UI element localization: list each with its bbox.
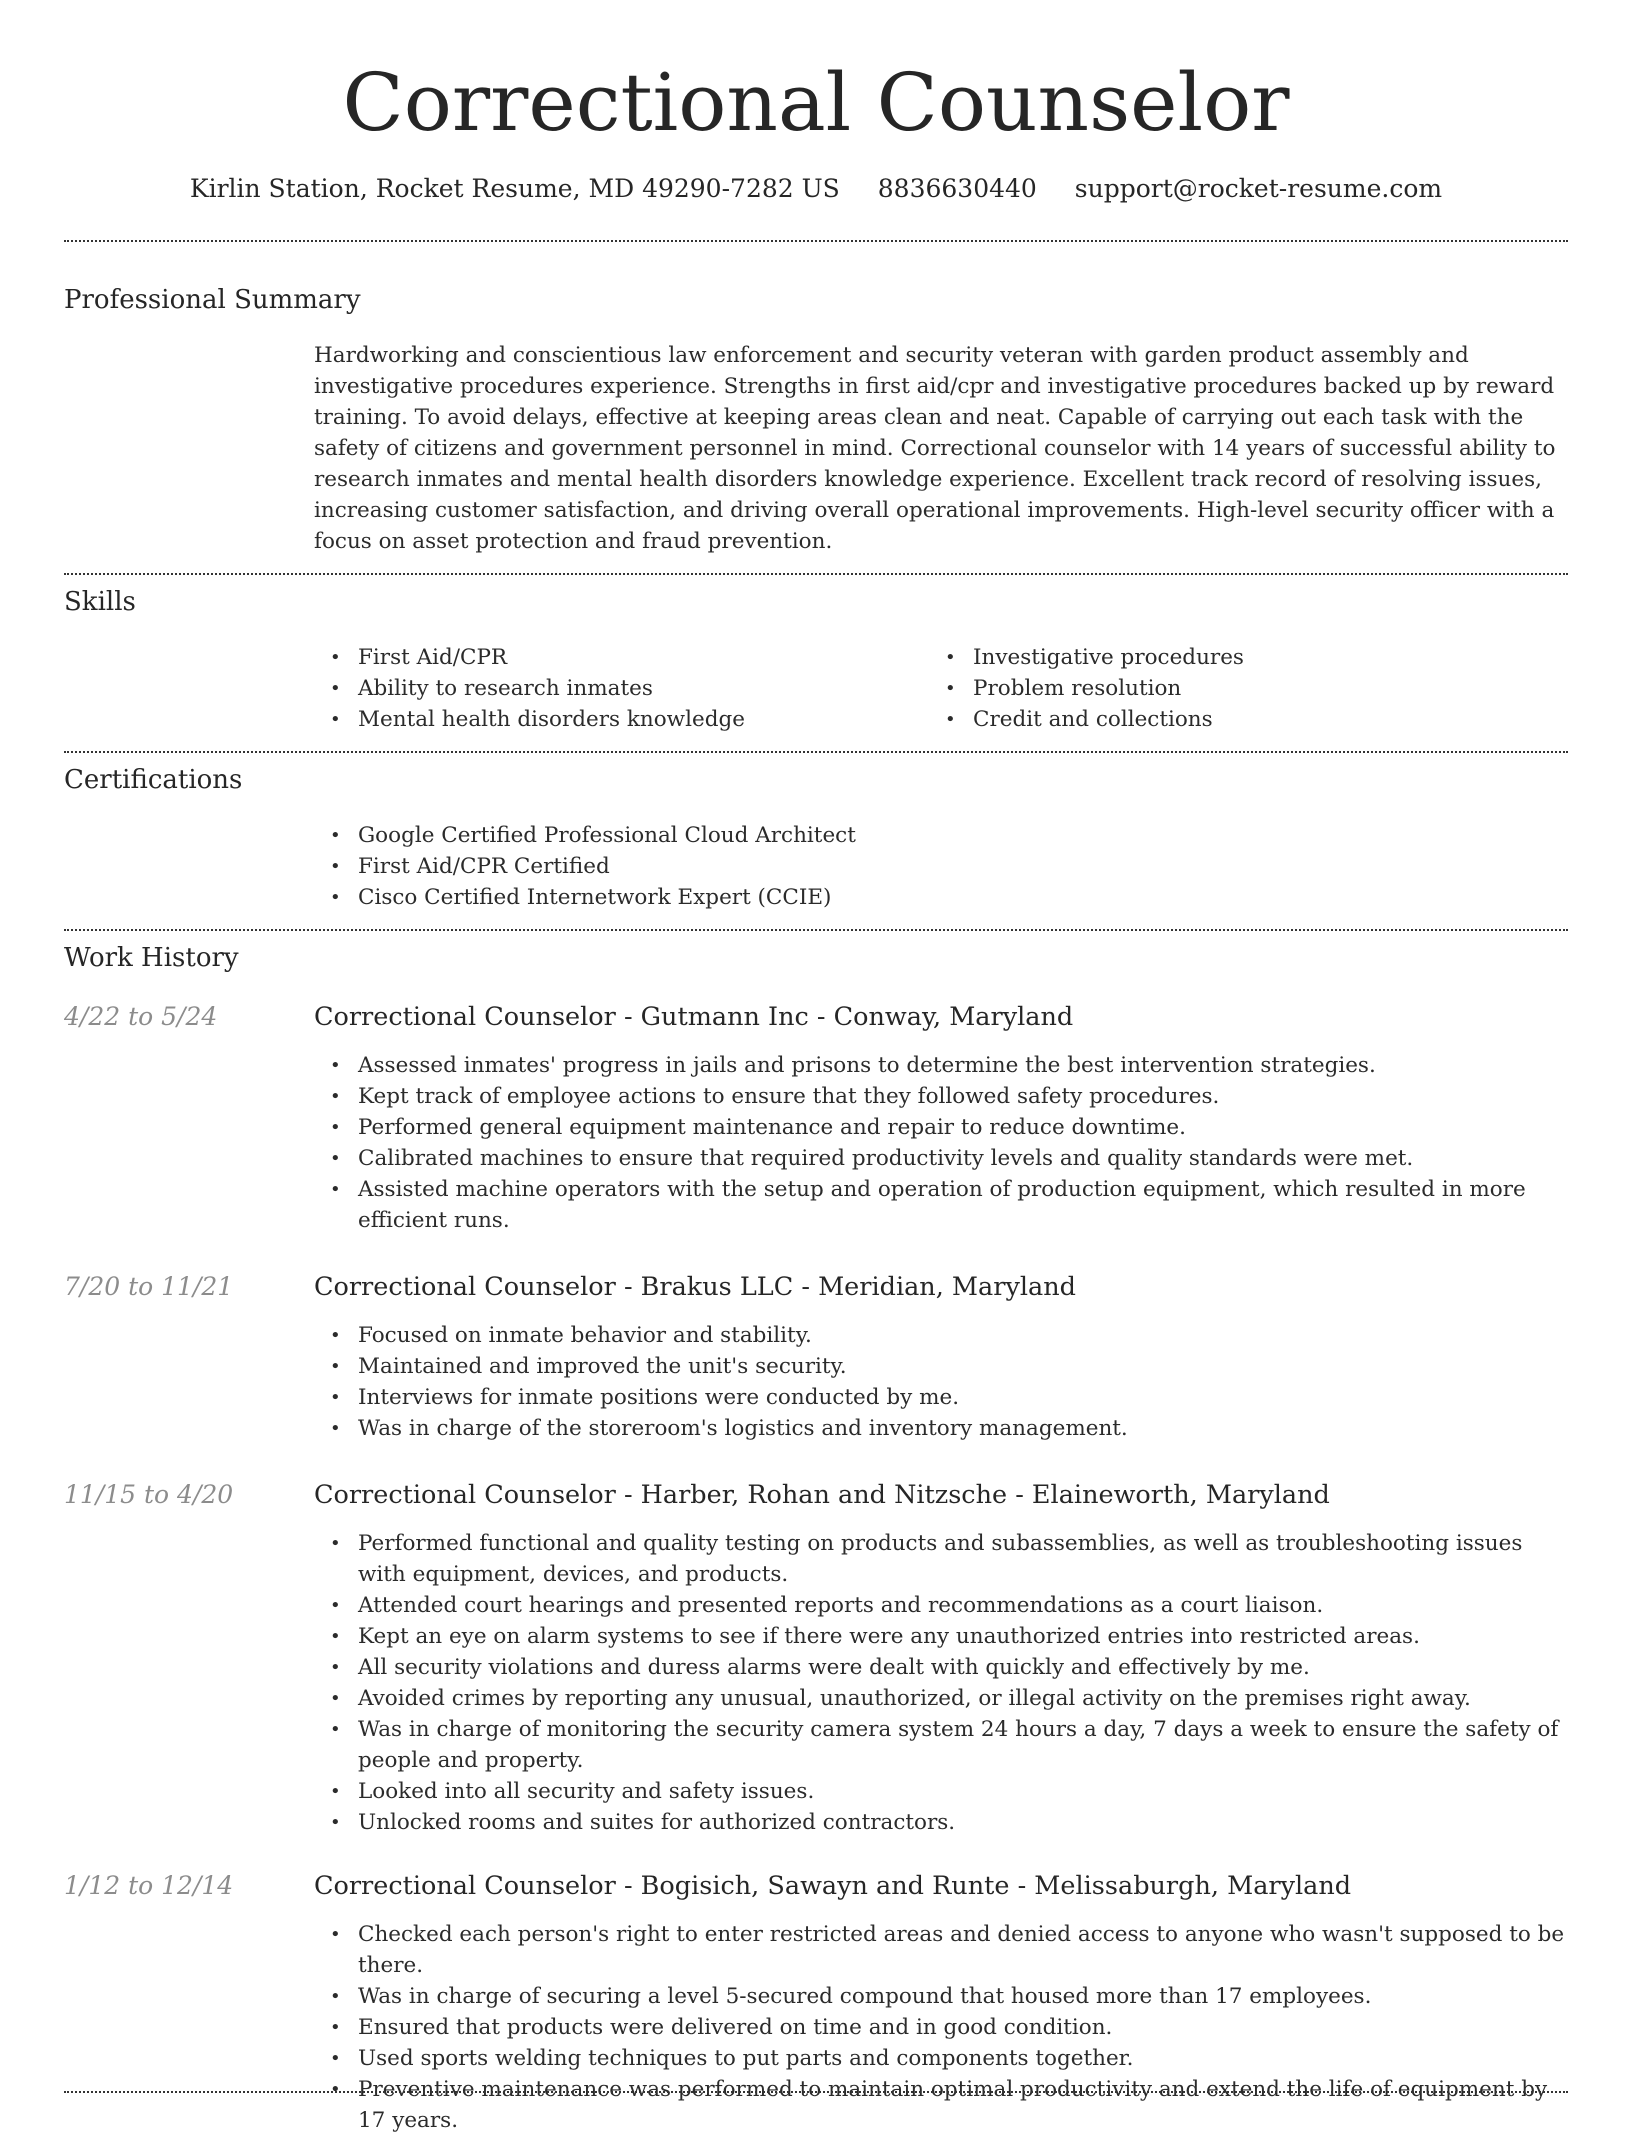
job-bullet: • Maintained and improved the unit's security.: [314, 1351, 1568, 1382]
skill-item: • First Aid/CPR: [314, 642, 914, 673]
job-title: Correctional Counselor - Brakus LLC - Meridian, Maryland: [314, 1272, 1076, 1302]
divider: [64, 573, 1568, 575]
job-bullet: • Avoided crimes by reporting any unusual, unauthorized, or illegal activity on the premises right away.: [314, 1683, 1568, 1714]
skill-item: • Ability to research inmates: [314, 673, 914, 704]
job-bullets: [314, 1320, 1568, 1444]
job-bullet: • Used sports welding techniques to put parts and components together.: [314, 2043, 1568, 2074]
skill-item: • Credit and collections: [929, 704, 1529, 735]
resume-title: Correctional Counselor: [342, 56, 1290, 149]
skill-item: • Investigative procedures: [929, 642, 1529, 673]
job-bullet: • Performed functional and quality testing on products and subassemblies, as well as troubleshooting issues with equipment, devices, and products.: [314, 1528, 1568, 1590]
skills-heading: Skills: [64, 587, 136, 617]
job-dates: 11/15 to 4/20: [64, 1480, 234, 1509]
summary-heading: Professional Summary: [64, 285, 361, 315]
job-bullet: • All security violations and duress alarms were dealt with quickly and effectively by me.: [314, 1652, 1568, 1683]
job-bullets: [314, 1528, 1568, 1838]
certifications-heading: Certifications: [64, 765, 243, 795]
job-bullet: • Unlocked rooms and suites for authorized contractors.: [314, 1807, 1568, 1838]
skills-right-column: [929, 642, 1529, 735]
job-bullet: • Looked into all security and safety issues.: [314, 1776, 1568, 1807]
job-bullets: [314, 1050, 1568, 1236]
job-bullet: • Assessed inmates' progress in jails and prisons to determine the best intervention strategies.: [314, 1050, 1568, 1081]
job-dates: 1/12 to 12/14: [64, 1871, 234, 1900]
job-bullet: • Performed general equipment maintenance and repair to reduce downtime.: [314, 1112, 1568, 1143]
job-bullet: • Kept track of employee actions to ensure that they followed safety procedures.: [314, 1081, 1568, 1112]
job-bullet: • Checked each person's right to enter restricted areas and denied access to anyone who wasn't supposed to be there.: [314, 1919, 1568, 1981]
skill-item: • Problem resolution: [929, 673, 1529, 704]
job-bullets: [314, 1919, 1568, 2136]
job-title: Correctional Counselor - Gutmann Inc - Conway, Maryland: [314, 1002, 1074, 1032]
job-bullet: • Was in charge of securing a level 5-secured compound that housed more than 17 employees.: [314, 1981, 1568, 2012]
job-bullet: • Ensured that products were delivered on time and in good condition.: [314, 2012, 1568, 2043]
resume-page: [64, 0, 1568, 2133]
skill-item: • Mental health disorders knowledge: [314, 704, 914, 735]
contact-email: support@rocket-resume.com: [1074, 174, 1443, 203]
job-bullet: • Interviews for inmate positions were conducted by me.: [314, 1382, 1568, 1413]
divider: [64, 751, 1568, 753]
contact-phone: 8836630440: [877, 174, 1037, 203]
certification-item: • Google Certified Professional Cloud Architect: [314, 820, 1568, 851]
work-history-heading: Work History: [64, 943, 239, 973]
job-title: Correctional Counselor - Harber, Rohan and Nitzsche - Elaineworth, Maryland: [314, 1480, 1330, 1510]
certifications-list: [314, 820, 1568, 913]
certification-item: • Cisco Certified Internetwork Expert (CCIE): [314, 882, 1568, 913]
job-dates: 4/22 to 5/24: [64, 1002, 218, 1031]
job-bullet: • Attended court hearings and presented reports and recommendations as a court liaison.: [314, 1590, 1568, 1621]
job-bullet: • Assisted machine operators with the setup and operation of production equipment, which resulted in more efficient runs.: [314, 1174, 1568, 1236]
summary-text: Hardworking and conscientious law enforcement and security veteran with garden product assembly and investigative procedures experience. Strengths in first aid/cpr and investigative procedures backed up by reward training. To avoid delays, effective at keeping areas clean and neat. Capable of carrying out each task with the safety of citizens and government personnel in mind. Correctional counselor with 14 years of successful ability to research inmates and mental health disorders knowledge experience. Excellent track record of resolving issues, increasing customer satisfaction, and driving overall operational improvements. High-level security officer with a focus on asset protection and fraud prevention.: [314, 343, 1556, 554]
job-bullet: • Was in charge of the storeroom's logistics and inventory management.: [314, 1413, 1568, 1444]
job-title: Correctional Counselor - Bogisich, Sawayn and Runte - Melissaburgh, Maryland: [314, 1871, 1352, 1901]
job-bullet: • Preventive maintenance was performed to maintain optimal productivity and extend the life of equipment by 17 years.: [314, 2074, 1568, 2136]
certification-item: • First Aid/CPR Certified: [314, 851, 1568, 882]
divider: [64, 929, 1568, 931]
skills-left-column: [314, 642, 914, 735]
contact-address: Kirlin Station, Rocket Resume, MD 49290-7282 US: [189, 174, 840, 203]
contact-line: [64, 170, 1568, 208]
divider: [64, 2091, 1568, 2093]
job-bullet: • Kept an eye on alarm systems to see if there were any unauthorized entries into restricted areas.: [314, 1621, 1568, 1652]
job-bullet: • Focused on inmate behavior and stability.: [314, 1320, 1568, 1351]
job-dates: 7/20 to 11/21: [64, 1272, 234, 1301]
job-bullet: • Was in charge of monitoring the security camera system 24 hours a day, 7 days a week to ensure the safety of people and property.: [314, 1714, 1568, 1776]
divider: [64, 240, 1568, 242]
job-bullet: • Calibrated machines to ensure that required productivity levels and quality standards were met.: [314, 1143, 1568, 1174]
